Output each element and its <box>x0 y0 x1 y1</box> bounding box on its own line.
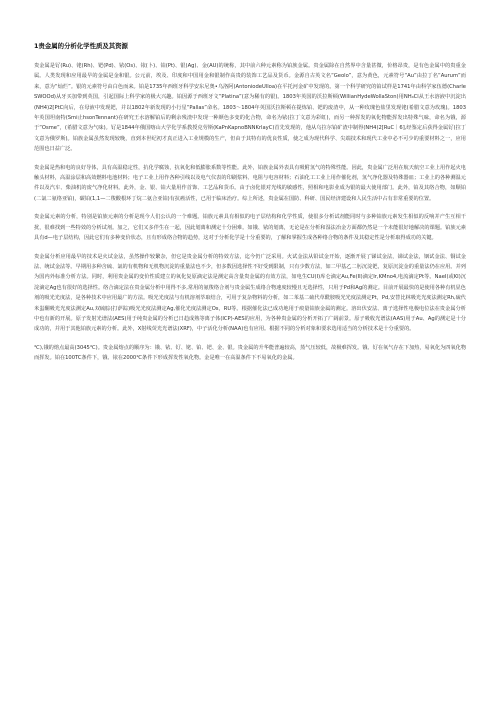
paragraph-melting-points: ℃),锇的熔点最高(3045℃)。贵金属熔点的顺序为：锇、铱、钌、铑、铂、钯、金、银。贵金属的升华能普遍较高，蒸气压较低，故极难挥发。锇、钌在氧气存在下加热，易氧化为四氧化物而挥发。铂在100TC条件下，锇、铱在2000℃条件下形成挥发性氧化物。金是唯一在高温条件下不易氧化的金属。 <box>34 344 467 362</box>
paragraph-history: 贵金属是钌(Ru)、铑(Rh)、钯(Pd)、铱(Os)、铱(卜)、铂(Pt)、银(Ag)、金(AU)的统称，其中前六种元素称为铂族金属。贵金属除在自然界中含量甚微，价格昂贵，是有色金属中的贵重金属。人类发现和应用最早的金属是金和银。公元前，埃及、印度和中国用金和银制作高贵的装饰工艺品及货币。金源自古英文名“Geolo”，意为黄色，元素符号“Au”由拉丁名“Aurum”而来，意为“灿烂”。银的元素符号由白色而来。铂是1735年西班牙科学安东尼奥•乌洛阿(AntoniodeUlloa)在平托河金矿中发现的。第一个科学研究的铂试样是1741年由科学家伍德(CharleSWOOd)从牙买加带到英国，引起国际上科学家的极大兴趣。铂因源于西班牙文“Platina”(意为稀有的银)。1803年英国的沃拉斯顿(WillianHydeWollaSton)用NH₄Cl从王水溶液中沉淀出(NH4)2[PtC向后，在母液中发现钯，并以1802年新发现的小行星“Pallas”命名。1803～1804年英国沃拉斯顿在提炼铂、钯的废渣中，从一种玫瑰色盐里发现铑(希腊文意为玫瑰)。1803年英国坦南特(Smi止hsonTennant)在研究王水溶解铂后的剩余残渣中发现一种颜色多变的化合物，命名为铱(拉丁文意为彩虹)，而另一种挥发的氧化物能挥发出特殊气味，命名为锇，源于“Osme”，(希腊文意为气味)。钌是1844年俄国喀山大学化学系教授克劳斯(KaPnKapnoBNNKrlayC)首先发现的，他从乌拉尔铂矿渣中制得(NH4)2[RuC｜6],经鉴定后获得金属钌(拉丁文意为俄罗斯)。铂族金属虽然发现较晚，直到本世纪初才真正进入工业规模的生产，但由于其特有的优良性质，使之成为现代科学、尖端技术和现代工业中必不可少的重要材料之一，应用范围也日益广泛。 <box>34 63 466 153</box>
document-page <box>34 42 466 364</box>
document-title: 1贵金属的分析化学性质及其资源 <box>34 42 128 50</box>
paragraph-properties-applications: 贵金属是热和电的良好导体，具有高温稳定性，抗化学腐蚀，抗氧化和低膨胀系数等性能。此外，铂族金属外表具有吸附氢气的特殊性能。因此，贵金属广泛用在航天航空工业上用作起火电触头材料，高温涂层和高效燃料电池材料；电子工业上用作各种引线以及电气仪表的印刷浆料、电阻与电容材料；石油化工工业上用作催化剂，氢气净化器及特殊器皿；工业上的各种测温元件以及汽车、柴油机的废气净化材料。此外，金、银、铂大量用作首饰、工艺品和货币。由于卤化银对光线的敏感性，照相和电影业成为银的最大使用部门。此外，铂及其络合物，如顺铂(二氯二氨络亚铂)，碳铂(1,1—二羧酸根环丁烷二氨合亚铂)有抗癌活性，已用于临床治疗。综上所述，贵金属在国防、科研、国民经济建设和人民生活中占有非常重要的位置。 <box>34 164 466 202</box>
paragraph-analysis-difficulty: 贵金属元素的分析，特别是铂族元素的分析是现今人们公认的一个难题。铂族元素具有相似的电子层结构和化学性质，使很多分析试剂能同时与多种铂族元素发生相似的反响并产生互相干扰，很难找到一些特效的分析试剂。加之，它们又多伴生在一起，因此划离和测定十分困难。如锇、铱的划离，无论是在分析和湿法冶金方面都仍然是一个未能很好地解决的课题。铂族元素具有d—电子层结构，因此它们有多种变价状态，且有形成络合物的趋势，这对于分析化学是十分重要的，了解和掌握生成各种络合物的条件及其稳定性是分析取得成功的关键。 <box>34 214 466 242</box>
paragraph-analysis-methods: 贵金属分析应用最早的技术是火试金法，虽然操作较繁杂，但它是贵金属分析的特效方法，迄今仍广泛采用。火试金法从铅试金开始，逐渐开展了锑试金法，锑试金法，铟试金法、铜试金法、统试金法等。早期用多种含硫、氯的有机物和无机物沉淀的重量法也不少，但多数因选择性不好受到限制，只有少数方法，如二甲基乙二肟沉淀钯，复原沉淀金的重量法仍在应用。并列为国内外标准分析方法。同时，利用贵金属的变价性质建立的氧化复原滴定法是测定高含量贵金属的有效方法，如电生CU(I)库仑滴定Au,Fe(II)滴定Ir,KMno4,电流滴定Pt等。NaeI(或KI)沉淀滴定Ag也有很好的选择性。络合滴定法在贵金属分析中用得不多,常用的氨羧络合剂与贵金属生成络合物速度较慢且无选择性，只用于Pd和Ag的测定。目前开展最快的是使用各种有机显色剂的吸光光度法，是各种技术中应用最广的方法。吸光光度法与有机溶剂萃取结合，可用于复杂物料的分析，如二苯基二硫代草酰胺吸光光度法测定Pt，Pd,安替比林吸光光度法测定Rh,硫代米蚩酮吸光光度法测定Au,双硫腙(打萨踪)吸光光度法测定Ag,催化光度法测定Os，RU等。根据催化法已成功地用于痕量铂族金属的测定。溶出伏安法、离子选择性电极电位法在贵金属分析中也有新的开展。原子发射光谱法(AES)用于纯贵金属的分析已日趋成熟等离子体(ICP)-AES的应用，为各种贵金属的分析开拓了广阔前景。原子吸收光谱法(AAS)用于Au、Ag的测定是十分成功的，并用于其他铂族元素的分析。此外，X射线荧光光谱法(XRF)，中子活化分析(NAA)也有应用。根据不同的分析对象和要求选用适当的分析技术是十分重要的。 <box>34 253 466 333</box>
